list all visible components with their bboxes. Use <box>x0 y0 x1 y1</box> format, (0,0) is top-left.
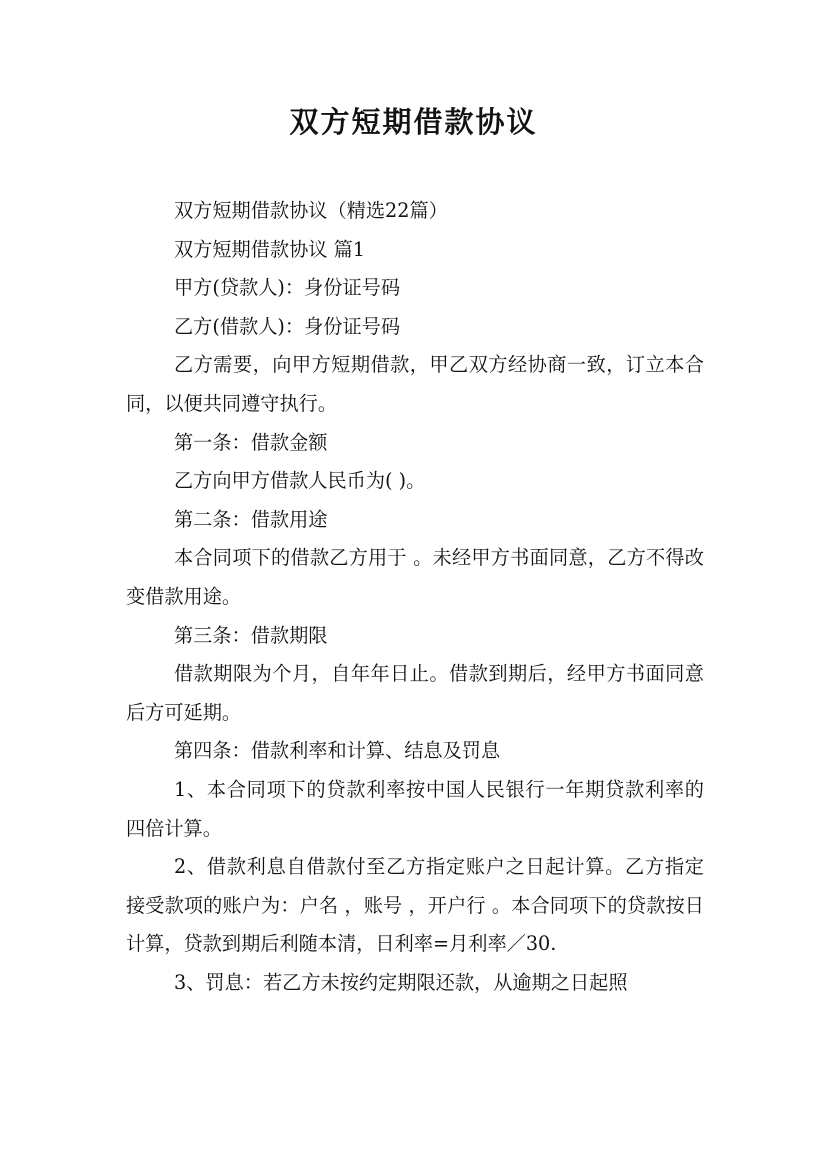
paragraph-preamble: 乙方需要，向甲方短期借款，甲乙双方经协商一致，订立本合同，以便共同遵守执行。 <box>126 353 704 415</box>
paragraph-party-a: 甲方(贷款人)：身份证号码 <box>174 276 401 300</box>
document-body <box>126 192 704 1002</box>
paragraph-party-b: 乙方(借款人)：身份证号码 <box>174 314 401 338</box>
paragraph-article-4-item-2: 2、借款利息自借款付至乙方指定账户之日起计算。乙方指定接受款项的账户为：户名 ，账号 ，开户行 。本合同项下的贷款按日计算，贷款到期后利随本清，日利率=月利率／30. <box>126 855 704 956</box>
paragraph-subtitle: 双方短期借款协议（精选22篇） <box>174 199 448 222</box>
paragraph-section-heading: 双方短期借款协议 篇1 <box>174 237 365 261</box>
paragraph-article-2-heading: 第二条：借款用途 <box>174 507 328 531</box>
paragraph-article-3-heading: 第三条：借款期限 <box>174 623 328 647</box>
paragraph-article-1-heading: 第一条：借款金额 <box>174 430 328 454</box>
document-title: 双方短期借款协议 <box>289 105 538 139</box>
paragraph-article-1-body: 乙方向甲方借款人民币为( )。 <box>174 469 426 493</box>
paragraph-article-2-body: 本合同项下的借款乙方用于 。未经甲方书面同意，乙方不得改变借款用途。 <box>126 546 704 608</box>
paragraph-article-3-body: 借款期限为个月，自年年日止。借款到期后，经甲方书面同意后方可延期。 <box>126 662 704 724</box>
paragraph-article-4-item-3: 3、罚息：若乙方未按约定期限还款，从逾期之日起照 <box>174 970 628 994</box>
paragraph-article-4-item-1: 1、本合同项下的贷款利率按中国人民银行一年期贷款利率的四倍计算。 <box>126 777 704 840</box>
paragraph-article-4-heading: 第四条：借款利率和计算、结息及罚息 <box>174 739 501 763</box>
